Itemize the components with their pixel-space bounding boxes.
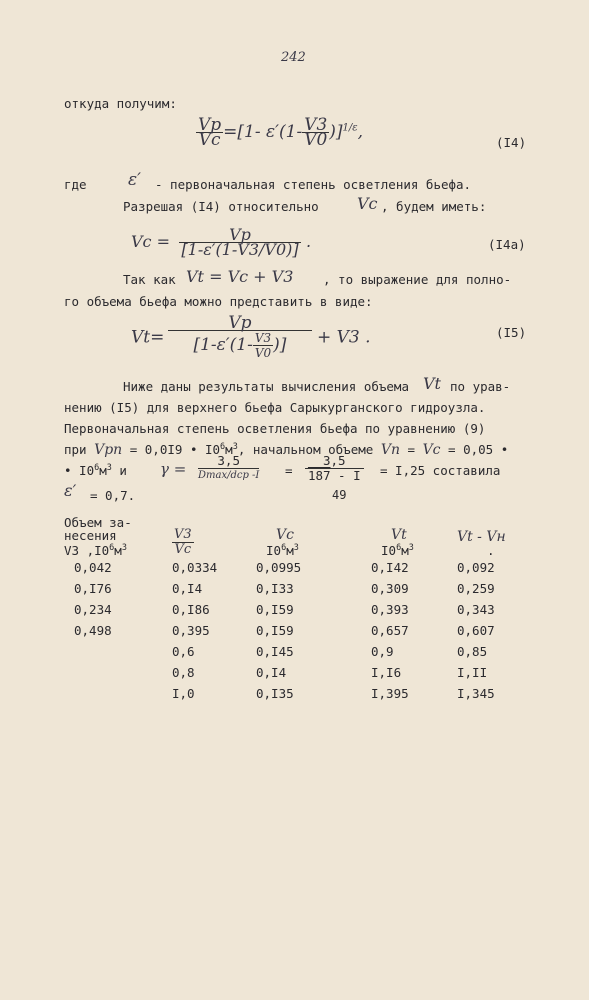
table-row [60, 662, 537, 683]
header-vt: Vt $I0^6м^3$ [381, 527, 414, 558]
table-body [60, 557, 537, 704]
epsilon-value: = 0,7. [90, 488, 136, 503]
table-cell [60, 683, 172, 704]
eq14a-fraction: $\frac{Vp}{[1-\varepsilon'(1-V3/V0)]}$ [179, 228, 301, 257]
header-vc: Vc $I0^6м^3$ [266, 527, 299, 558]
table-cell: I,345 [457, 686, 495, 701]
table-cell: 0,395 [172, 623, 210, 638]
results-line-5c: = I,25 составила [380, 463, 501, 478]
table-cell: 0,309 [371, 581, 409, 596]
table-row [60, 599, 537, 620]
where-description: - первоначальная степень осветления бьефа. [155, 177, 472, 192]
since-text-b: , то выражение для полно- [323, 272, 512, 287]
table-row [60, 641, 537, 662]
epsilon-symbol-2: ε′ [64, 481, 77, 500]
text-line-1: откуда получим: [64, 96, 177, 111]
eq14-inner-fraction: $\frac{V3}{V0}$ [304, 115, 328, 150]
header-deposit-volume: Объем за- несения V3 $,I0^6м^3$ [64, 515, 132, 558]
table-cell: 0,498 [74, 623, 112, 638]
table-cell [60, 641, 172, 662]
equation-15: Vt= Vp [1-ε′(1- $\frac{V3}{V0}$ )] + V3 . [131, 313, 371, 360]
table-cell: I,395 [371, 686, 409, 701]
since-text-c: го объема бьефа можно представить в виде: [64, 294, 373, 309]
table-cell: 0,0334 [172, 560, 218, 575]
results-line-1: Ниже даны результаты вычисления объема [123, 379, 409, 394]
vc-symbol: Vc [357, 194, 378, 213]
eq14-number: (I4) [496, 135, 527, 150]
table-cell: 0,I35 [256, 686, 294, 701]
table-cell: 0,657 [371, 623, 409, 638]
table-cell: 0,092 [457, 560, 495, 575]
since-text-a: Так как [123, 272, 176, 287]
header-vt-minus-vn: Vt - Vн . [457, 529, 506, 558]
table-cell: 0,0995 [256, 560, 302, 575]
since-equation: Vt = Vc + V3 [186, 267, 294, 286]
table-cell: 0,85 [457, 644, 488, 659]
results-line-5: • $I0^6м^3$ и [64, 463, 127, 478]
table-cell: 0,9 [371, 644, 394, 659]
solve-text-b: , будем иметь: [381, 199, 487, 214]
table-row [60, 557, 537, 578]
table-cell: I,II [457, 665, 488, 680]
vt-symbol: Vt [423, 374, 441, 393]
results-line-2: нению (I5) для верхнего бьефа Сарыкурганского гидроузла. [64, 400, 486, 415]
table-cell: 0,8 [172, 665, 195, 680]
table-cell: 0,259 [457, 581, 495, 596]
table-cell: 0,I33 [256, 581, 294, 596]
table-header-row [60, 516, 537, 557]
equation-14a: Vc = $\frac{Vp}{[1-\varepsilon'(1-V3/V0)]}$ . [131, 225, 312, 259]
eq14-lhs-fraction: $\frac{Vp}{Vc}$ [198, 115, 222, 150]
gamma-symbol: γ = [160, 460, 187, 478]
table-cell: 0,234 [74, 602, 112, 617]
results-line-4: при Vpn = 0,0I9 • $I0^6м^3$, начальном объеме Vn = Vc = 0,05 • [64, 442, 509, 458]
eq14a-number: (I4a) [488, 237, 526, 252]
equation-14: $\frac{Vp}{Vc}$ =[1- ε′(1- $\frac{V3}{V0}$ )]$^{1/\varepsilon}$, [198, 115, 364, 150]
table-row [60, 683, 537, 704]
gamma-equals: = [285, 463, 293, 478]
page-number: 242 [281, 50, 306, 65]
table-row [60, 578, 537, 599]
gamma-fraction-1: $\frac{3,5}{\text{Dmax/dcp -I}}$ [198, 453, 260, 481]
table-cell: 0,393 [371, 602, 409, 617]
table-cell: 0,I45 [256, 644, 294, 659]
where-word: где [64, 177, 87, 192]
table-cell: 0,I42 [371, 560, 409, 575]
table-cell: 0,I59 [256, 602, 294, 617]
table-cell: 0,607 [457, 623, 495, 638]
results-table [60, 516, 537, 704]
eq14-rhs: =[1- ε′(1- [223, 122, 303, 142]
table-cell: 0,I59 [256, 623, 294, 638]
results-line-1b: по урав- [450, 379, 511, 394]
gamma-den-49: 49 [332, 488, 347, 502]
gamma-fraction-2: $\frac{3,5}{187 - I}$ [305, 454, 364, 483]
table-cell: I,I6 [371, 665, 402, 680]
solve-text-a: Разрешая (I4) относительно [123, 199, 319, 214]
table-cell: 0,I76 [74, 581, 112, 596]
table-cell: 0,I86 [172, 602, 210, 617]
eq15-fraction: Vp [1-ε′(1- $\frac{V3}{V0}$ )] [168, 316, 311, 360]
table-cell: 0,I4 [172, 581, 203, 596]
header-ratio: $\frac{V3}{Vc}$ [174, 527, 192, 557]
table-cell [60, 662, 172, 683]
table-cell: 0,6 [172, 644, 195, 659]
eq15-number: (I5) [496, 325, 527, 340]
table-cell: 0,I4 [256, 665, 287, 680]
table-cell: 0,042 [74, 560, 112, 575]
table-cell: I,0 [172, 686, 195, 701]
table-cell: 0,343 [457, 602, 495, 617]
epsilon-symbol: ε′ [128, 170, 141, 190]
results-line-3: Первоначальная степень осветления бьефа по уравнению (9) [64, 421, 486, 436]
table-row [60, 620, 537, 641]
